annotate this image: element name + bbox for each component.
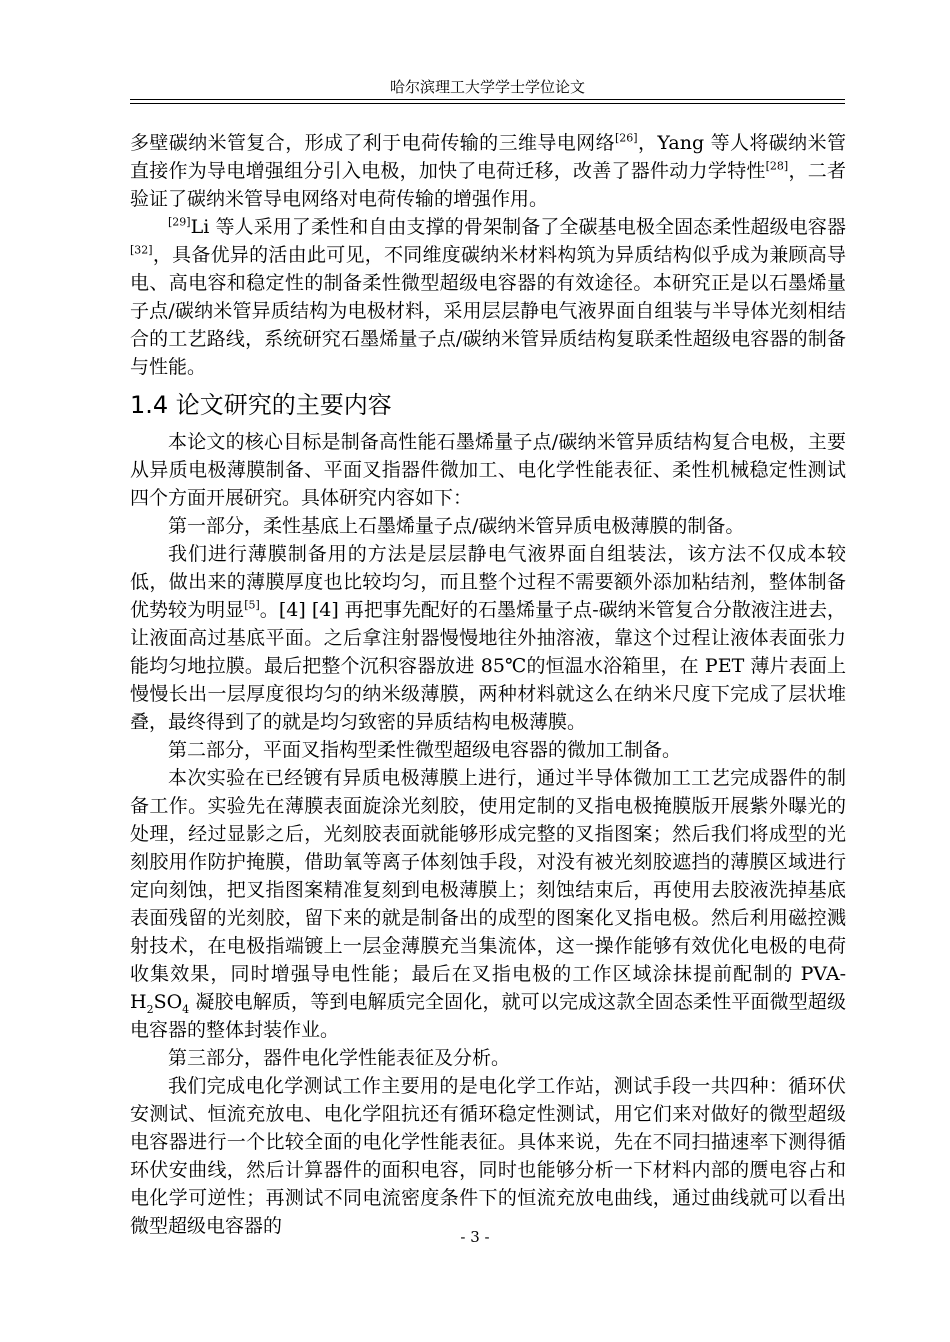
paragraph: 我们进行薄膜制备用的方法是层层静电气液界面自组装法，该方法不仅成本较低，做出来的薄膜厚度也比较均匀，而且整个过程不需要额外添加粘结剂，整体制备优势较为明显[5]。[4] [4] 再把事先配好的石墨烯量子点-碳纳米管复合分散液注进去，让液面高过基底平面。之后拿注射器慢慢地往外抽溶液，靠这个过程让液体表面张力能均匀地拉膜。最后把整个沉积容器放进 85℃的恒温水浴箱里，在 PET 薄片表面上慢慢长出一层厚度很均匀的纳米级薄膜，两种材料就这么在纳米尺度下完成了层状堆叠，最终得到了的就是均匀致密的异质结构电极薄膜。 bbox=[130, 543, 846, 733]
citation: [5] bbox=[244, 598, 260, 612]
paragraph: [29]Li 等人采用了柔性和自由支撑的骨架制备了全碳基电极全固态柔性超级电容器[32]，具备优异的活由此可见，不同维度碳纳米材料构筑为异质结构似乎成为兼顾高导电、高电容和稳定性的制备柔性微型超级电容器的有效途径。本研究正是以石墨烯量子点/碳纳米管异质结构为电极材料，采用层层静电气液界面自组装与半导体光刻相结合的工艺路线，系统研究石墨烯量子点/碳纳米管异质结构复联柔性超级电容器的制备与性能。 bbox=[130, 215, 846, 378]
part-title: 第二部分，平面叉指构型柔性微型超级电容器的微加工制备。 bbox=[168, 739, 682, 761]
header-rule-thin bbox=[130, 103, 845, 104]
citation: [28] bbox=[765, 159, 789, 173]
section-heading: 1.4 论文研究的主要内容 bbox=[130, 391, 392, 419]
header-rule-thick bbox=[130, 99, 845, 100]
page-number: - 3 - bbox=[460, 1228, 490, 1246]
paragraph: 本论文的核心目标是制备高性能石墨烯量子点/碳纳米管异质结构复合电极，主要从异质电极薄膜制备、平面叉指器件微加工、电化学性能表征、柔性机械稳定性测试四个方面开展研究。具体研究内容如下： bbox=[130, 431, 846, 509]
part-title: 第三部分，器件电化学性能表征及分析。 bbox=[168, 1047, 511, 1069]
part-title: 第一部分，柔性基底上石墨烯量子点/碳纳米管异质电极薄膜的制备。 bbox=[168, 515, 745, 537]
paragraph: 多壁碳纳米管复合，形成了利于电荷传输的三维导电网络[26]，Yang 等人将碳纳米管直接作为导电增强组分引入电极，加快了电荷迁移，改善了器件动力学特性[28]，二者验证了碳纳米管导电网络对电荷传输的增强作用。 bbox=[130, 131, 846, 210]
page-body bbox=[130, 129, 846, 1240]
citation: [29] bbox=[168, 215, 191, 229]
paragraph: 我们完成电化学测试工作主要用的是电化学工作站，测试手段一共四种：循环伏安测试、恒流充放电、电化学阻抗还有循环稳定性测试，用它们来对做好的微型超级电容器进行一个比较全面的电化学性能表征。具体来说，先在不同扫描速率下测得循环伏安曲线，然后计算器件的面积电容，同时也能够分析一下材料内部的赝电容占和电化学可逆性；再测试不同电流密度条件下的恒流充放电曲线，通过曲线就可以看出微型超级电容器的 bbox=[130, 1075, 846, 1237]
running-header: 哈尔滨理工大学学士学位论文 bbox=[389, 78, 585, 96]
paragraph: 本次实验在已经镀有异质电极薄膜上进行，通过半导体微加工工艺完成器件的制备工作。实验先在薄膜表面旋涂光刻胶，使用定制的叉指电极掩膜版开展紫外曝光的处理，经过显影之后，光刻胶表面就能够形成完整的叉指图案；然后我们将成型的光刻胶用作防护掩膜，借助氧等离子体刻蚀手段，对没有被光刻胶遮挡的薄膜区域进行定向刻蚀，把叉指图案精准复刻到电极薄膜上；刻蚀结束后，再使用去胶液洗掉基底表面残留的光刻胶，留下来的就是制备出的成型的图案化叉指电极。然后利用磁控溅射技术，在电极指端镀上一层金薄膜充当集流体，这一操作能够有效优化电极的电荷收集效果，同时增强导电性能；最后在叉指电极的工作区域涂抹提前配制的 PVA-$H_2SO_4$ 凝胶电解质，等到电解质完全固化，就可以完成这款全固态柔性平面微型超级电容器的整体封装作业。 bbox=[130, 767, 846, 1041]
citation: [32] bbox=[130, 243, 153, 257]
citation: [26] bbox=[614, 131, 638, 145]
